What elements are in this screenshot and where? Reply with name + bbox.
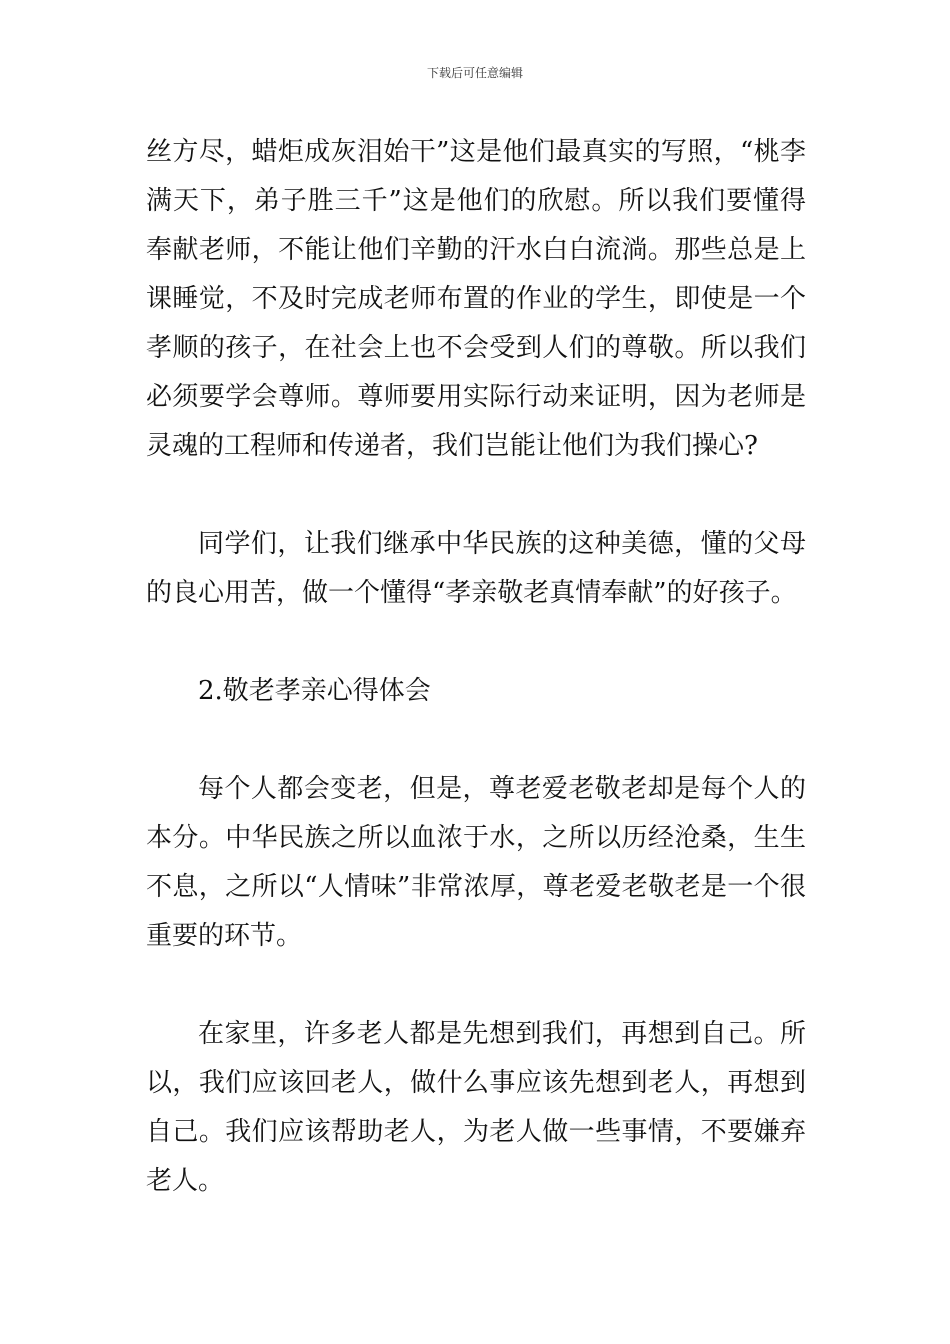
section-heading: 2.敬老孝亲心得体会	[198, 676, 431, 706]
paragraph-classmates: 同学们，让我们继承中华民族的这种美德，懂的父母的良心用苦，做一个懂得“孝亲敬老真情奉献”的好孩子。	[146, 529, 806, 608]
paragraph-spacer	[146, 716, 806, 765]
page-header-note: 下载后可任意编辑	[426, 66, 523, 80]
paragraph-spacer	[146, 471, 806, 520]
paragraph-continued: 丝方尽，蜡炬成灰泪始干”这是他们最真实的写照，“桃李满天下，弟子胜三千”这是他们的欣慰。所以我们要懂得奉献老师，不能让他们辛勤的汗水白白流淌。那些总是上课睡觉，不及时完成老师布置的作业的学生，即使是一个孝顺的孩子，在社会上也不会受到人们的尊敬。所以我们必须要学会尊师。尊师要用实际行动来证明，因为老师是灵魂的工程师和传递者，我们岂能让他们为我们操心?	[146, 137, 806, 461]
document-body	[146, 128, 806, 1206]
paragraph-at-home: 在家里，许多老人都是先想到我们，再想到自己。所以，我们应该回老人，做什么事应该先想到老人，再想到自己。我们应该帮助老人，为老人做一些事情，不要嫌弃老人。	[146, 1019, 806, 1196]
paragraph-spacer	[146, 618, 806, 667]
paragraph-spacer	[146, 961, 806, 1010]
paragraph-aging: 每个人都会变老，但是，尊老爱老敬老却是每个人的本分。中华民族之所以血浓于水，之所以历经沧桑，生生不息，之所以“人情味”非常浓厚，尊老爱老敬老是一个很重要的环节。	[146, 774, 806, 951]
